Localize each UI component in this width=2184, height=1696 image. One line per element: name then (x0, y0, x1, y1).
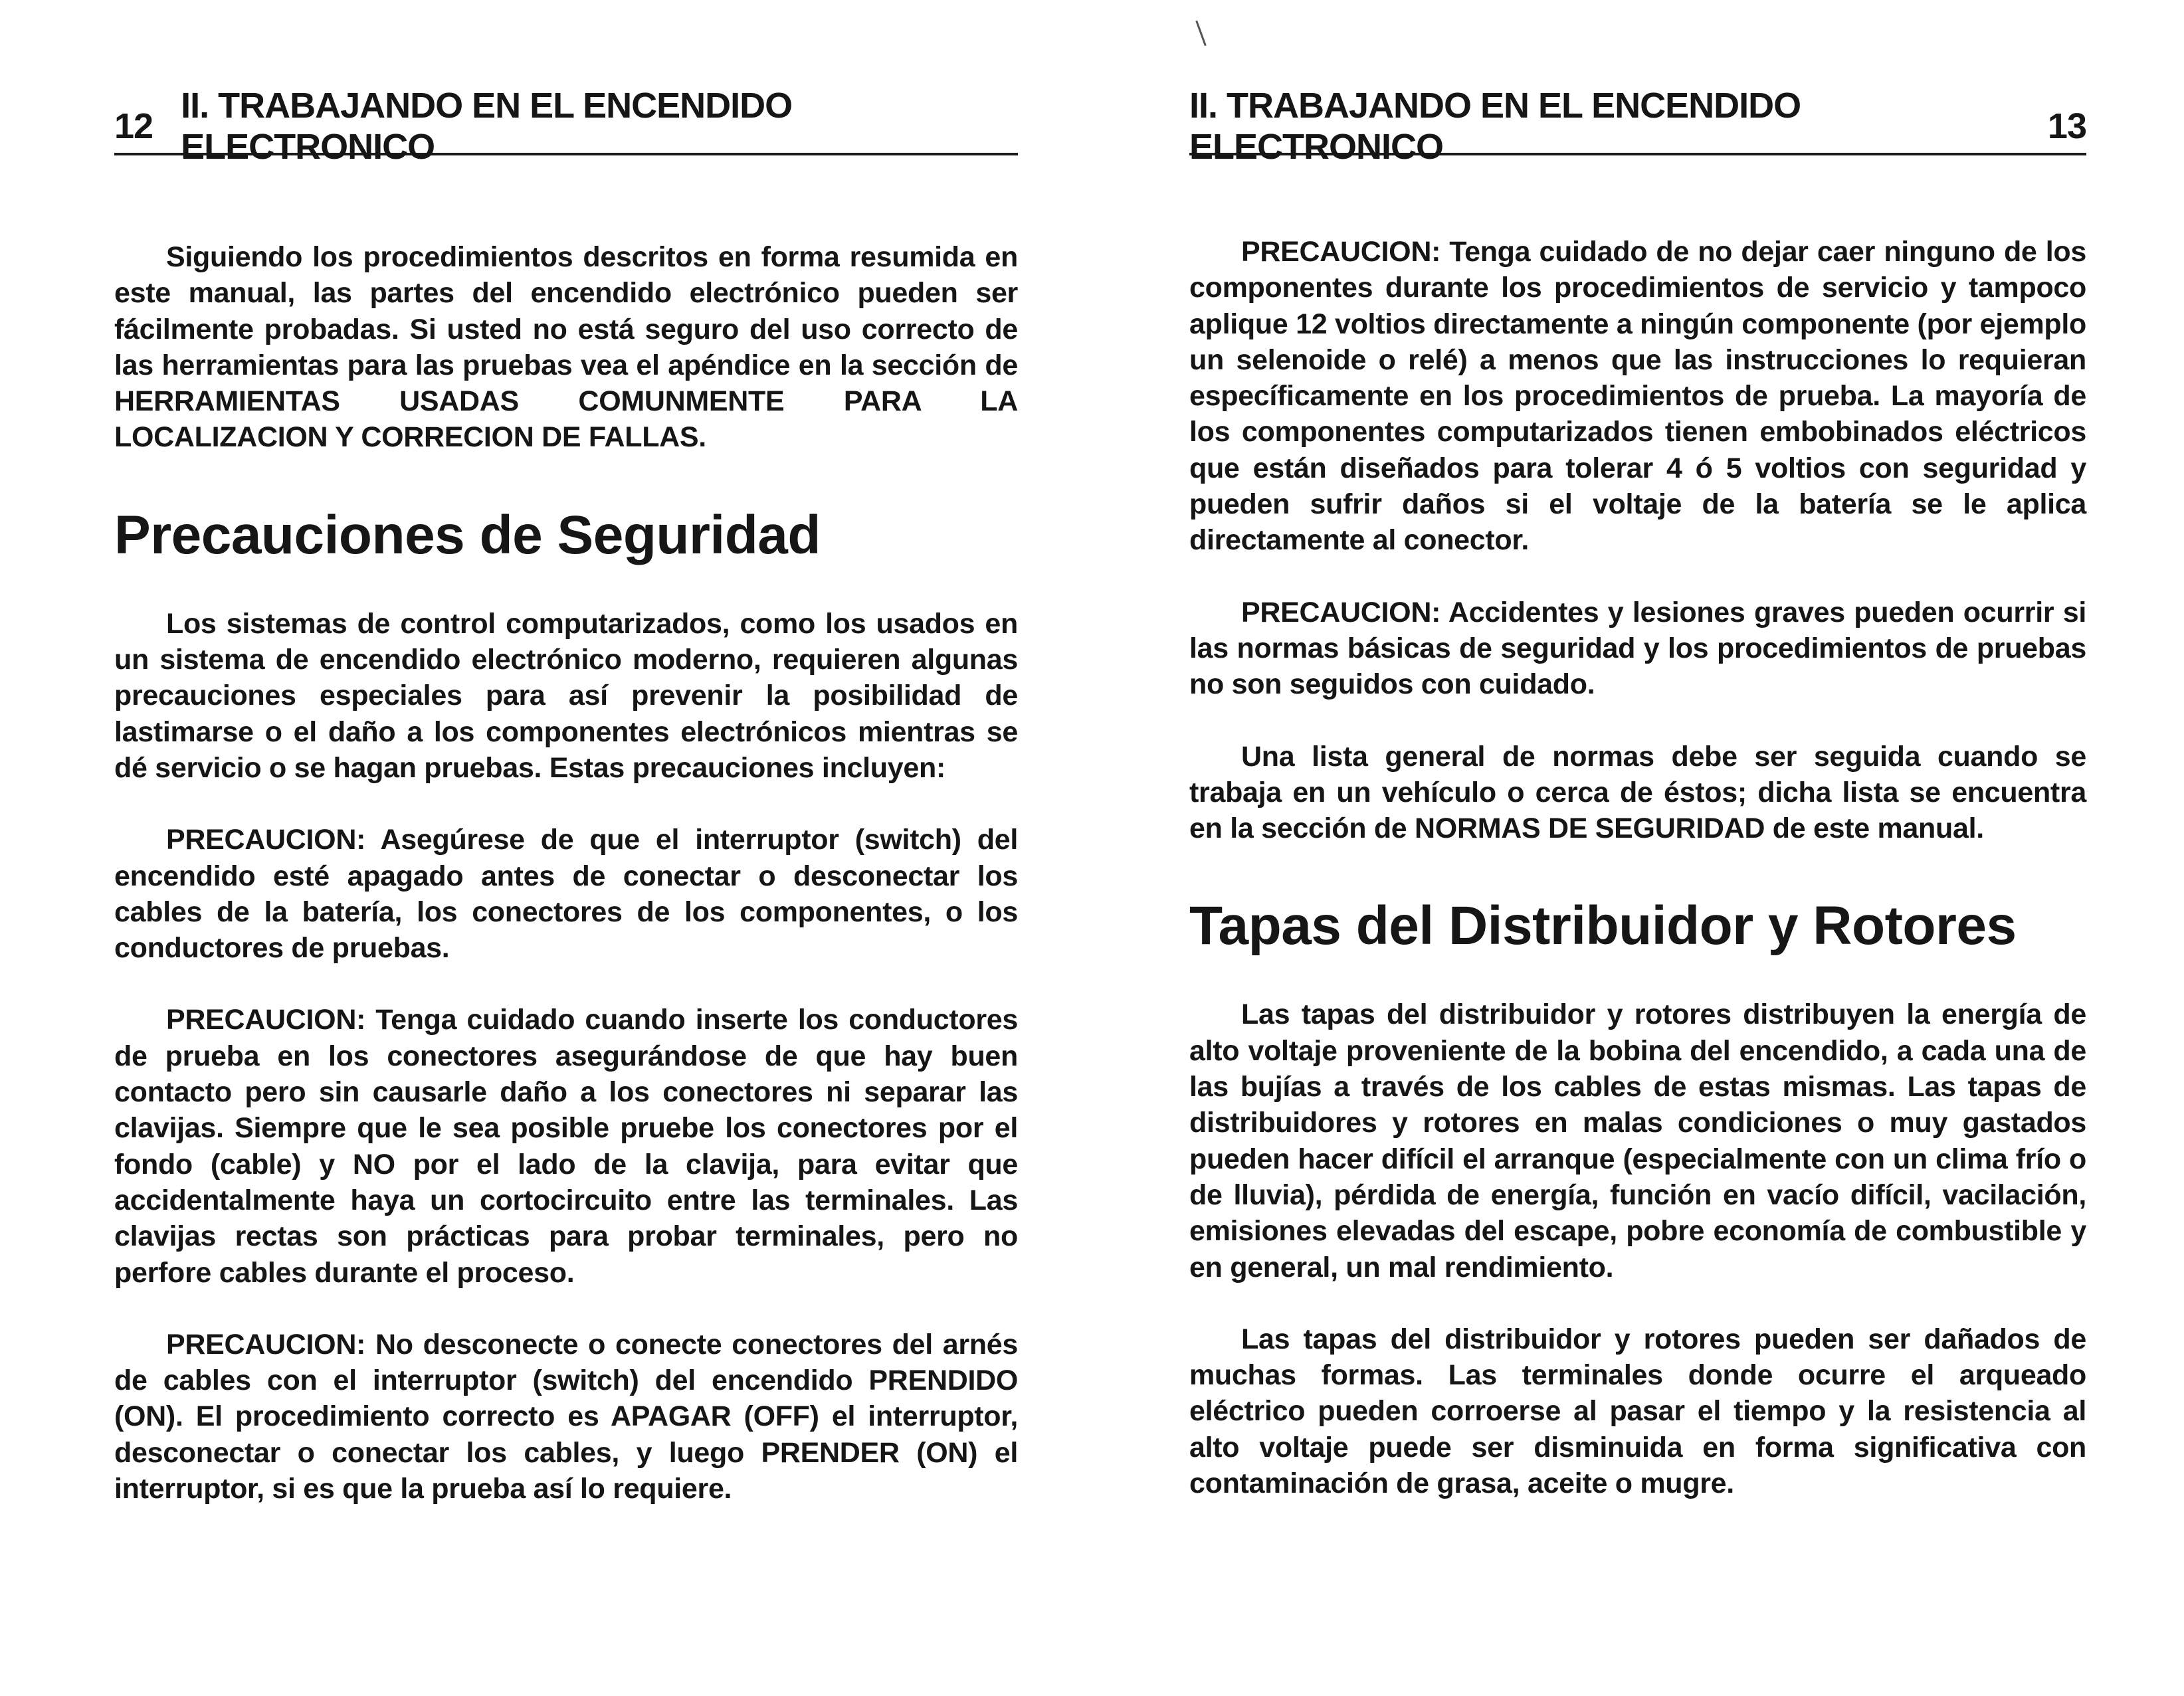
running-head-title: II. TRABAJANDO EN EL ENCENDIDO ELECTRONICO (181, 86, 793, 167)
running-head-left (114, 86, 1018, 167)
precaution-text: Tenga cuidado de no dejar caer ninguno de los componentes durante los procedimientos de servicio y tampoco aplique 12 voltios directamente a ningún componente (por ejemplo un selenoide o relé) a menos que las instrucciones lo requieran específicamente en los procedimientos de prueba. La mayoría de los componentes computarizados tienen embobinados eléctricos que están diseñados para tolerar 4 ó 5 voltios con seguridad y pueden sufrir daños si el voltaje de la batería se le aplica directamente al conector. (1189, 236, 2086, 557)
safety-intro-paragraph: Los sistemas de control computarizados, como los usados en un sistema de encendido electrónico moderno, requieren algunas precauciones especiales para así prevenir la posibilidad de lastimarse o el daño a los componentes electrónicos mientras se dé servicio o se hagan pruebas. Estas precauciones incluyen: (114, 607, 1018, 784)
safety-norms-paragraph: Una lista general de normas debe ser seguida cuando se trabaja en un vehículo o cerca de éstos; dicha lista se encuentra en la sección de NORMAS DE SEGURIDAD de este manual. (1189, 740, 2086, 845)
left-text-column (114, 239, 1018, 1507)
left-page (114, 0, 1018, 1696)
running-head-right (1189, 86, 2086, 167)
page-number: 13 (2047, 106, 2086, 146)
section-heading-distributor: Tapas del Distribuidor y Rotores (1189, 895, 2017, 957)
precaution-text: Asegúrese de que el interruptor (switch) del encendido esté apagado antes de conectar o desconectar los cables de la batería, los conectores de los componentes, o los conductores de pruebas. (114, 824, 1018, 965)
precaution-label: PRECAUCION: (166, 1328, 366, 1361)
precaution-paragraph (114, 1327, 1018, 1507)
precaution-label: PRECAUCION: (166, 1004, 366, 1036)
right-page (1189, 0, 2086, 1696)
precaution-label: PRECAUCION: (1241, 596, 1441, 628)
section-heading-safety: Precauciones de Seguridad (114, 504, 821, 565)
right-text-column (1189, 234, 2086, 1501)
precaution-text: Tenga cuidado cuando inserte los conductores de prueba en los conectores asegurándose de que hay buen contacto pero sin causarle daño a los conectores ni separar las clavijas. Siempre que le sea posible pruebe los conectores por el fondo (cable) y NO por el lado de la clavija, para evitar que accidentalmente haya un cortocircuito entre las terminales. Las clavijas rectas son prácticas para probar terminales, pero no perfore cables durante el proceso. (114, 1004, 1018, 1289)
precaution-label: PRECAUCION: (1241, 236, 1441, 268)
precaution-paragraph (1189, 595, 2086, 703)
precaution-paragraph (114, 822, 1018, 966)
precaution-text: Accidentes y lesiones graves pueden ocurrir si las normas básicas de seguridad y los procedimientos de pruebas no son seguidos con cuidado. (1189, 596, 2086, 701)
precaution-label: PRECAUCION: (166, 824, 366, 856)
intro-paragraph: Siguiendo los procedimientos descritos en forma resumida en este manual, las partes del encendido electrónico pueden ser fácilmente probadas. Si usted no está seguro del uso correcto de las herramientas para las pruebas vea el apéndice en la sección de HERRAMIENTAS USADAS COMUNMENTE PARA LA LOCALIZACION Y CORRECION DE FALLAS. (114, 241, 1018, 454)
body-paragraph: Las tapas del distribuidor y rotores pueden ser dañados de muchas formas. Las terminales donde ocurre el arqueado eléctrico pueden corroerse al pasar el tiempo y la resistencia al alto voltaje puede ser disminuida en forma significativa con contaminación de grasa, aceite o mugre. (1189, 1323, 2086, 1500)
running-head-title: II. TRABAJANDO EN EL ENCENDIDO ELECTRONICO (1189, 86, 1801, 167)
page-number: 12 (114, 106, 153, 146)
body-paragraph: Las tapas del distribuidor y rotores distribuyen la energía de alto voltaje proveniente de la bobina del encendido, a cada una de las bujías a través de los cables de estas mismas. Las tapas de distribuidores y rotores en malas condiciones o muy gastados pueden hacer difícil el arranque (especialmente con un clima frío o de lluvia), pérdida de energía, función en vacío difícil, vacilación, emisiones elevadas del escape, pobre economía de combustible y en general, un mal rendimiento. (1189, 998, 2086, 1283)
precaution-paragraph (114, 1002, 1018, 1290)
precaution-paragraph (1189, 234, 2086, 559)
precaution-text: No desconecte o conecte conectores del arnés de cables con el interruptor (switch) del encendido PRENDIDO (ON). El procedimiento correcto es APAGAR (OFF) el interruptor, desconectar o conectar los cables, y luego PRENDER (ON) el interruptor, si es que la prueba así lo requiere. (114, 1328, 1018, 1505)
